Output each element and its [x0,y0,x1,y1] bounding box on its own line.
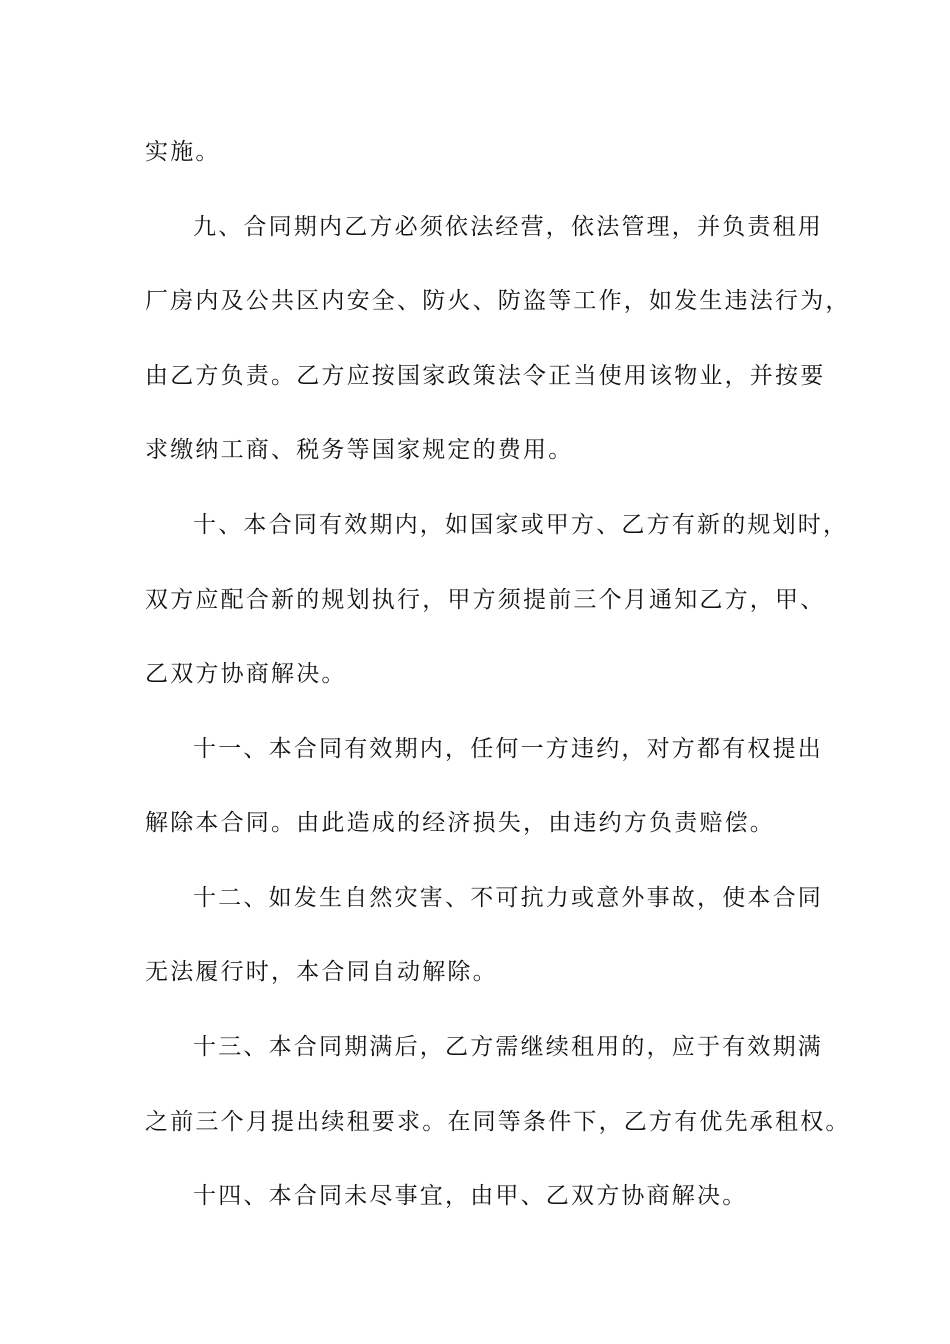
text-line: 实施。 [145,139,221,165]
text-line: 解除本合同。由此造成的经济损失，由违约方负责赔偿。 [145,810,775,836]
text-line: 无法履行时，本合同自动解除。 [145,959,498,985]
clause-12-heading-line: 十二、如发生自然灾害、不可抗力或意外事故，使本合同 [193,885,823,911]
text-line: 厂房内及公共区内安全、防火、防盗等工作，如发生违法行为， [145,288,851,314]
text-line: 乙双方协商解决。 [145,661,347,687]
clause-13-heading-line: 十三、本合同期满后，乙方需继续租用的，应于有效期满 [193,1034,823,1060]
text-line: 求缴纳工商、税务等国家规定的费用。 [145,437,574,463]
clause-11-heading-line: 十一、本合同有效期内，任何一方违约，对方都有权提出 [193,736,823,762]
clause-9-heading-line: 九、合同期内乙方必须依法经营，依法管理，并负责租用 [193,214,823,240]
clause-14-heading-line: 十四、本合同未尽事宜，由甲、乙双方协商解决。 [193,1183,748,1209]
text-line: 双方应配合新的规划执行，甲方须提前三个月通知乙方，甲、 [145,587,826,613]
clause-10-heading-line: 十、本合同有效期内，如国家或甲方、乙方有新的规划时， [193,512,849,538]
text-line: 之前三个月提出续租要求。在同等条件下，乙方有优先承租权。 [145,1109,851,1135]
text-line: 由乙方负责。乙方应按国家政策法令正当使用该物业，并按要 [145,363,826,389]
